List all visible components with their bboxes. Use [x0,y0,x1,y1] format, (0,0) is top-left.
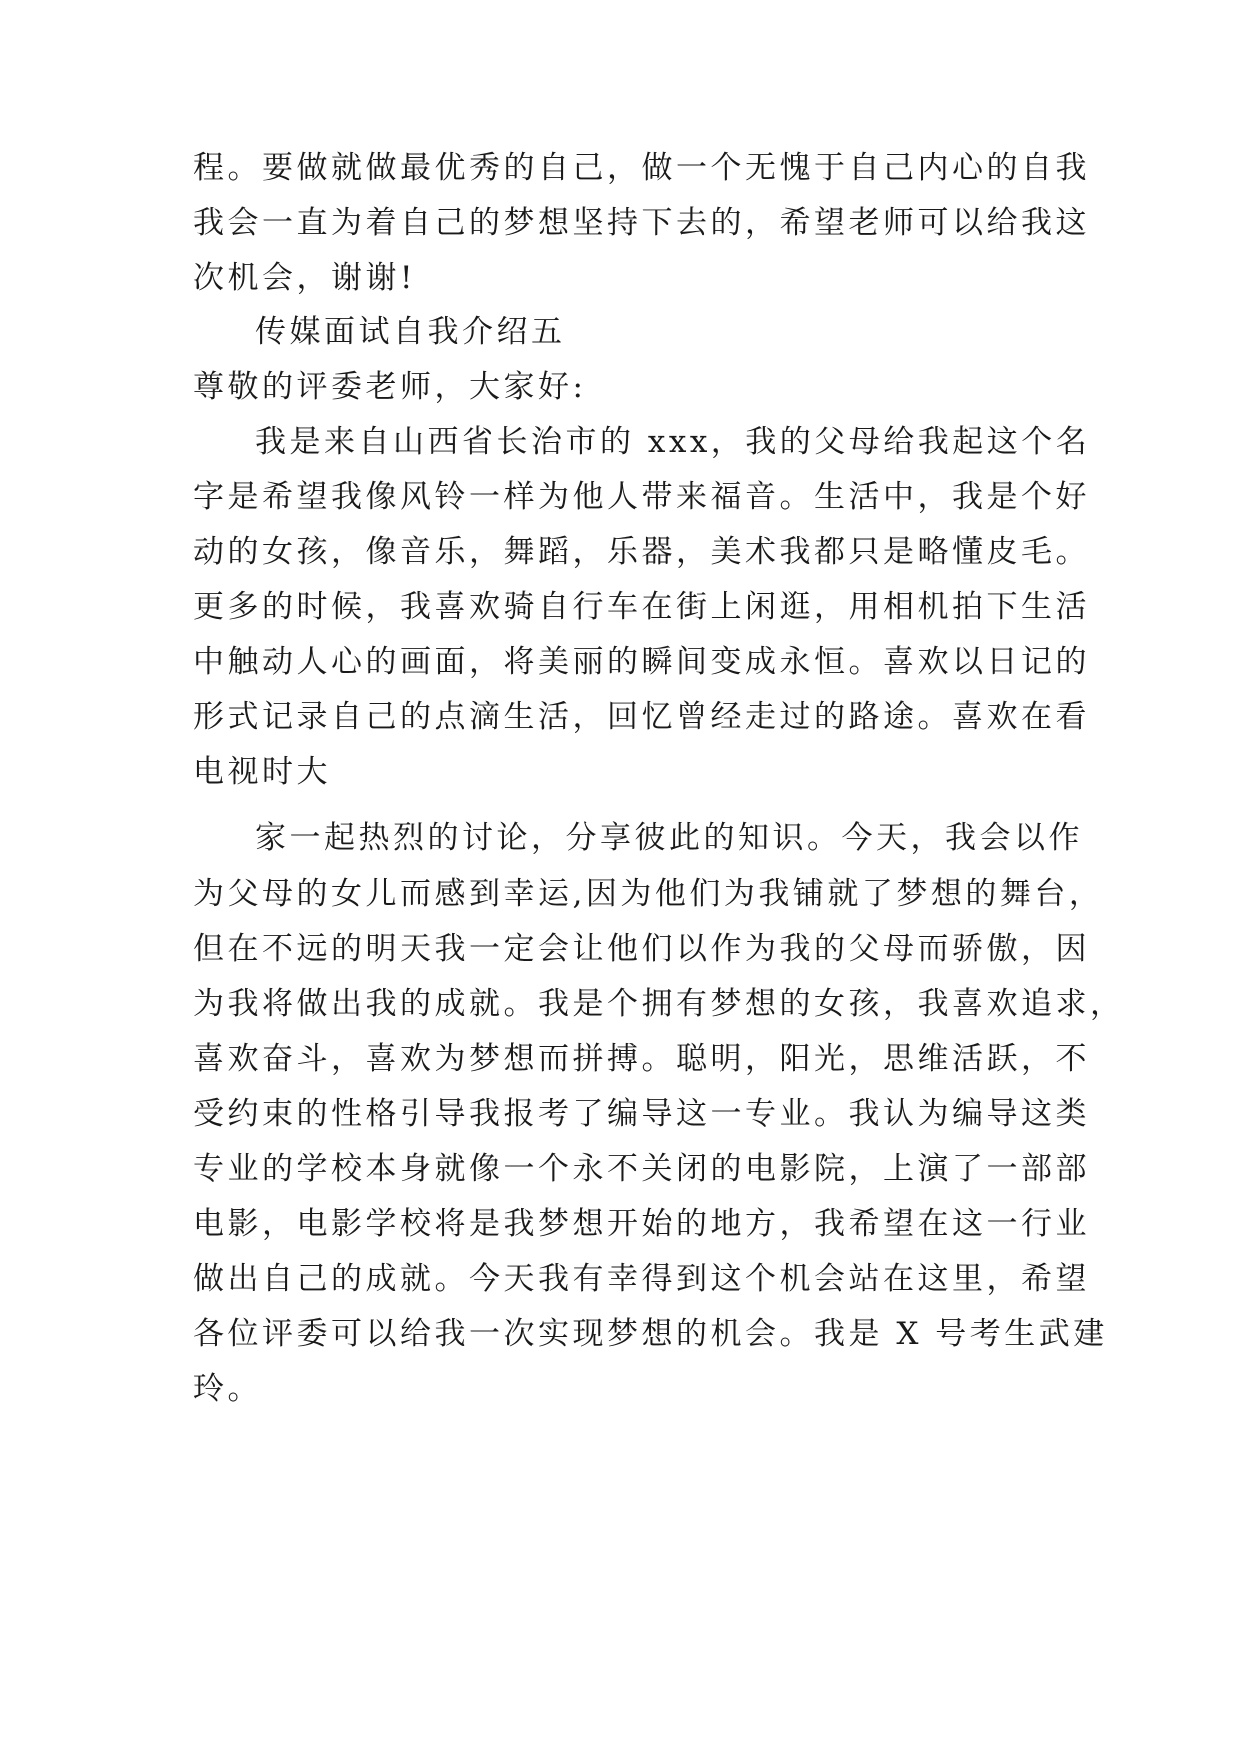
text-line: 但在不远的明天我一定会让他们以作为我的父母而骄傲，因 [193,931,1090,967]
text-line: 动的女孩，像音乐，舞蹈，乐器，美术我都只是略懂皮毛。 [193,534,1090,570]
greeting-line: 尊敬的评委老师，大家好: [193,369,587,405]
text-line: 形式记录自己的点滴生活，回忆曾经走过的路途。喜欢在看 [193,699,1090,735]
text-line: 为我将做出我的成就。我是个拥有梦想的女孩，我喜欢追求， [193,986,1125,1022]
text-line: 更多的时候，我喜欢骑自行车在街上闲逛，用相机拍下生活 [193,589,1090,625]
text-line: 喜欢奋斗，喜欢为梦想而拼搏。聪明，阳光，思维活跃，不 [193,1041,1090,1077]
text-line: 家一起热烈的讨论，分享彼此的知识。今天，我会以作 [255,820,1083,856]
text-line: 程。要做就做最优秀的自己，做一个无愧于自己内心的自我 [193,150,1090,186]
text-line: 受约束的性格引导我报考了编导这一专业。我认为编导这类 [193,1096,1090,1132]
text-line: 我是来自山西省长治市的 xxx，我的父母给我起这个名 [255,424,1091,460]
text-line: 电视时大 [193,754,331,790]
text-line: 专业的学校本身就像一个永不关闭的电影院，上演了一部部 [193,1151,1090,1187]
section-heading: 传媒面试自我介绍五 [255,314,566,350]
text-line: 字是希望我像风铃一样为他人带来福音。生活中，我是个好 [193,479,1090,515]
text-line: 各位评委可以给我一次实现梦想的机会。我是 X 号考生武建 [193,1316,1108,1352]
text-line: 次机会，谢谢! [193,260,416,296]
text-line: 电影，电影学校将是我梦想开始的地方，我希望在这一行业 [193,1206,1090,1242]
text-line: 我会一直为着自己的梦想坚持下去的，希望老师可以给我这 [193,205,1090,241]
text-line: 为父母的女儿而感到幸运,因为他们为我铺就了梦想的舞台， [193,876,1104,912]
text-line: 做出自己的成就。今天我有幸得到这个机会站在这里，希望 [193,1261,1090,1297]
text-line: 玲。 [193,1371,262,1407]
text-line: 中触动人心的画面，将美丽的瞬间变成永恒。喜欢以日记的 [193,644,1090,680]
